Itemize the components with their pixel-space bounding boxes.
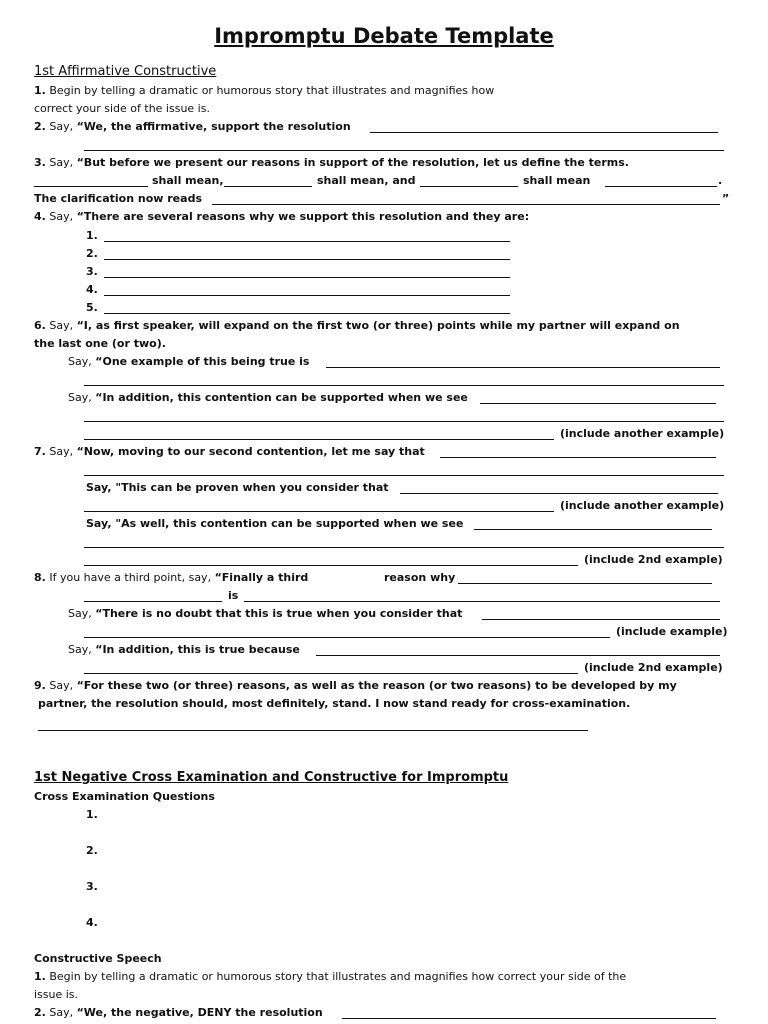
- blank-line[interactable]: [84, 150, 724, 151]
- is-label: is: [228, 589, 239, 602]
- neg-item1: 1. Begin by telling a dramatic or humorous story that illustrates and magnifies how correct your side of the: [34, 970, 627, 983]
- question-number: 4.: [86, 916, 98, 929]
- blank-line[interactable]: [38, 730, 588, 731]
- reason-number: 5.: [86, 301, 98, 314]
- blank-line[interactable]: [84, 673, 578, 674]
- include-note: (include example): [616, 625, 728, 638]
- blank-line[interactable]: [316, 655, 720, 656]
- include-note: (include another example): [560, 499, 725, 512]
- affirmative-heading: 1st Affirmative Constructive: [34, 64, 217, 79]
- reason-number: 4.: [86, 283, 98, 296]
- include-note: (include 2nd example): [584, 553, 723, 566]
- question-number: 2.: [86, 844, 98, 857]
- page-title: Impromptu Debate Template: [214, 24, 554, 48]
- reason-number: 2.: [86, 247, 98, 260]
- aff-item4: 4. Say, “There are several reasons why we support this resolution and they are:: [34, 210, 530, 223]
- blank-line[interactable]: [84, 637, 610, 638]
- aff-item1: 1. Begin by telling a dramatic or humorous story that illustrates and magnifies how: [34, 84, 495, 97]
- blank-line[interactable]: [84, 439, 554, 440]
- negative-heading: 1st Negative Cross Examination and Constructive for Impromptu: [34, 770, 509, 785]
- question-number: 1.: [86, 808, 98, 821]
- question-number: 3.: [86, 880, 98, 893]
- blank-line[interactable]: [104, 313, 510, 314]
- neg-item1-cont: issue is.: [34, 988, 79, 1001]
- shall-mean-label: shall mean: [523, 174, 591, 187]
- blank-line[interactable]: [400, 493, 718, 494]
- blank-line[interactable]: [84, 511, 554, 512]
- shall-mean-label: shall mean,: [152, 174, 224, 187]
- blank-line[interactable]: [474, 529, 712, 530]
- blank-line[interactable]: [84, 565, 578, 566]
- blank-line[interactable]: [370, 132, 718, 133]
- aff-item6-cont: the last one (or two).: [34, 337, 166, 350]
- cross-exam-heading: Cross Examination Questions: [34, 790, 215, 803]
- include-note: (include another example): [560, 427, 725, 440]
- reason-number: 3.: [86, 265, 98, 278]
- no-doubt-line: Say, “There is no doubt that this is true when you consider that: [68, 607, 463, 620]
- blank-line[interactable]: [326, 367, 720, 368]
- include-note: (include 2nd example): [584, 661, 723, 674]
- blank-line[interactable]: [480, 403, 716, 404]
- aff-item8: 8. If you have a third point, say, “Finally a third: [34, 571, 309, 584]
- clarification-label: The clarification now reads: [34, 192, 202, 205]
- blank-line[interactable]: [420, 186, 518, 187]
- aff-item2: 2. Say, “We, the affirmative, support the resolution: [34, 120, 351, 133]
- blank-line[interactable]: [244, 601, 720, 602]
- aff-item7: 7. Say, “Now, moving to our second contention, let me say that: [34, 445, 425, 458]
- close-quote: ”: [722, 192, 730, 205]
- reason-number: 1.: [86, 229, 98, 242]
- blank-line[interactable]: [458, 583, 712, 584]
- blank-line[interactable]: [440, 457, 716, 458]
- aff-item1-cont: correct your side of the issue is.: [34, 102, 210, 115]
- addition-line: Say, “In addition, this contention can be supported when we see: [68, 391, 468, 404]
- reason-why-label: reason why: [384, 571, 456, 584]
- blank-line[interactable]: [212, 204, 720, 205]
- blank-line[interactable]: [84, 601, 222, 602]
- blank-line[interactable]: [84, 475, 724, 476]
- blank-line[interactable]: [482, 619, 720, 620]
- blank-line[interactable]: [605, 186, 717, 187]
- blank-line[interactable]: [104, 295, 510, 296]
- aff-item6: 6. Say, “I, as first speaker, will expand on the first two (or three) points while my partner will expand on: [34, 319, 680, 332]
- blank-line[interactable]: [104, 277, 510, 278]
- example-line: Say, “One example of this being true is: [68, 355, 310, 368]
- blank-line[interactable]: [84, 385, 724, 386]
- period: .: [718, 174, 723, 187]
- blank-line[interactable]: [34, 186, 148, 187]
- blank-line[interactable]: [224, 186, 312, 187]
- constructive-heading: Constructive Speech: [34, 952, 162, 965]
- blank-line[interactable]: [104, 259, 510, 260]
- blank-line[interactable]: [342, 1018, 716, 1019]
- blank-line[interactable]: [84, 421, 724, 422]
- true-because-line: Say, “In addition, this is true because: [68, 643, 300, 656]
- proven-line: Say, "This can be proven when you consider that: [86, 481, 389, 494]
- blank-line[interactable]: [84, 547, 724, 548]
- aff-item3: 3. Say, “But before we present our reasons in support of the resolution, let us define the terms.: [34, 156, 629, 169]
- blank-line[interactable]: [104, 241, 510, 242]
- as-well-line: Say, "As well, this contention can be supported when we see: [86, 517, 464, 530]
- shall-mean-label: shall mean, and: [317, 174, 416, 187]
- neg-item2: 2. Say, “We, the negative, DENY the resolution: [34, 1006, 323, 1019]
- aff-item9: 9. Say, “For these two (or three) reasons, as well as the reason (or two reasons) to be developed by my: [34, 679, 677, 692]
- aff-item9-cont: partner, the resolution should, most definitely, stand. I now stand ready for cross-examination.: [38, 697, 631, 710]
